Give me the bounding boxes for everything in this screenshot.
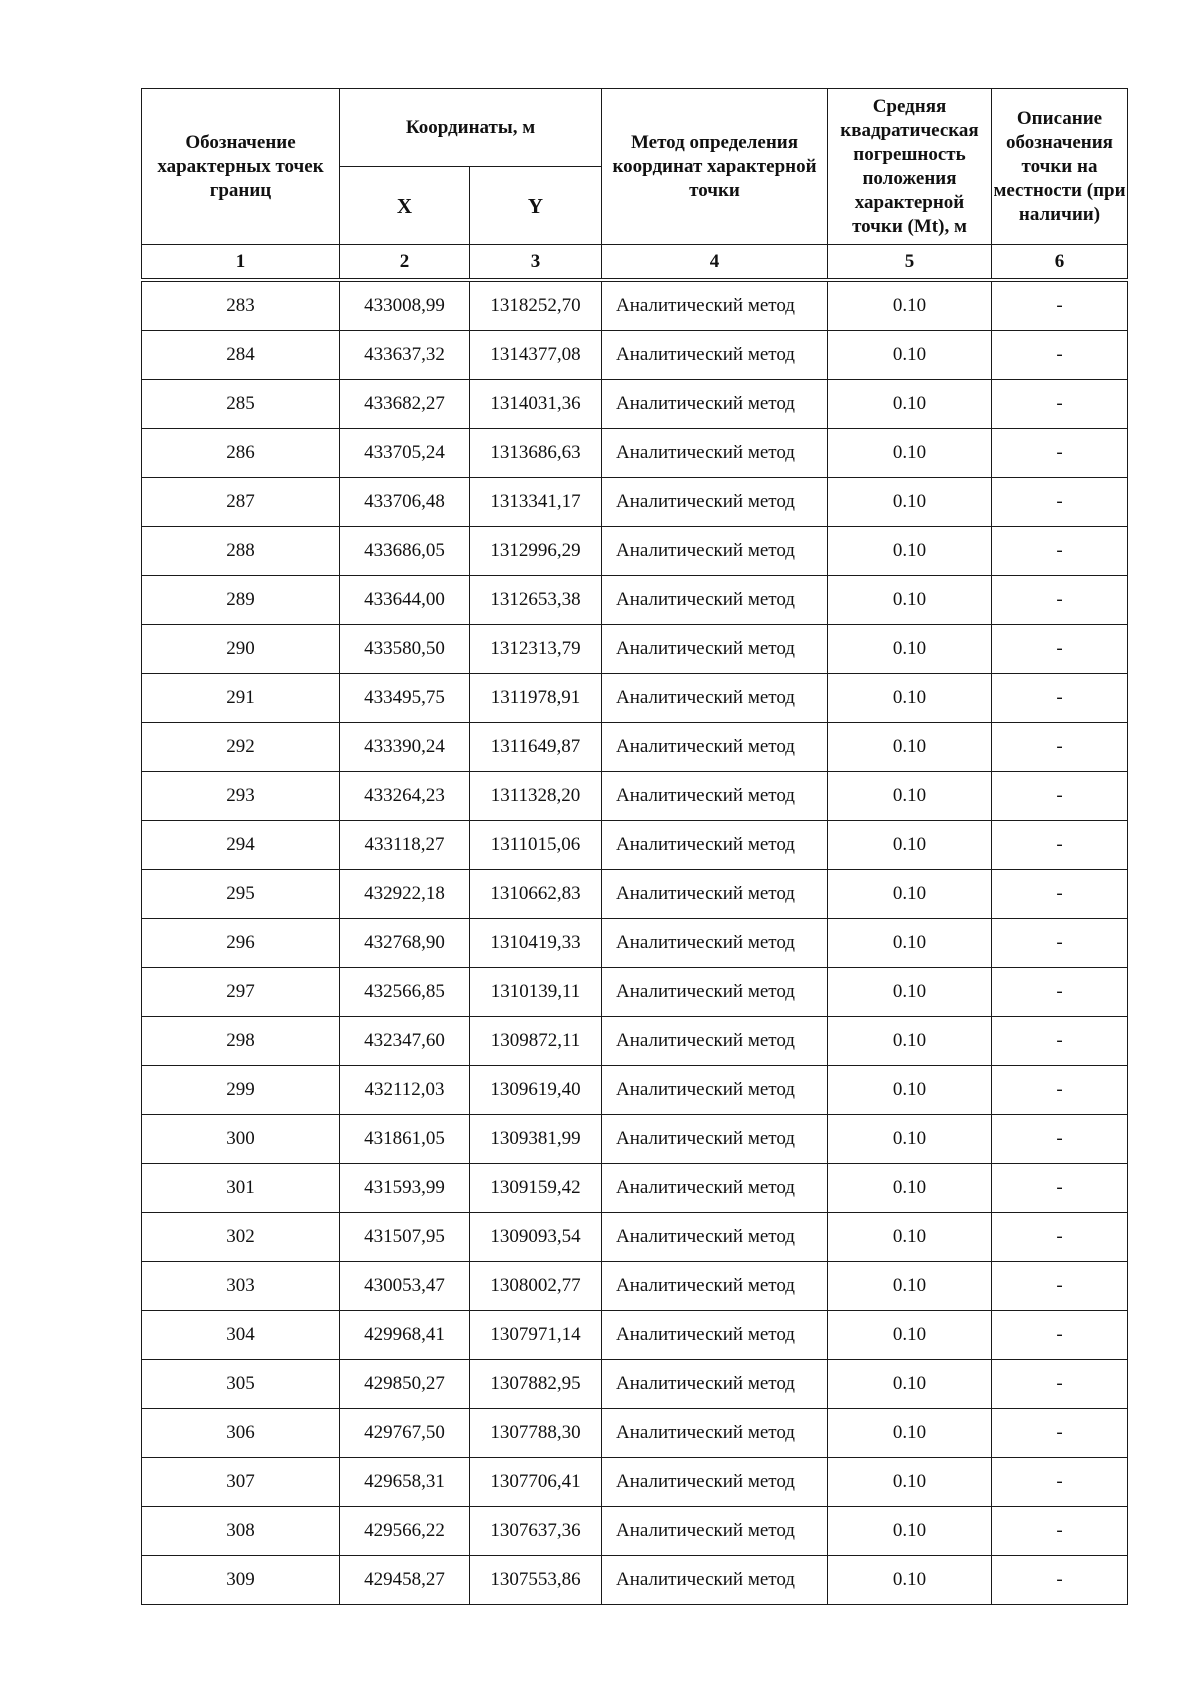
- description-cell: -: [992, 1262, 1128, 1311]
- mean-square-error-cell: 0.10: [828, 919, 992, 968]
- description-cell: -: [992, 429, 1128, 478]
- description-cell: -: [992, 723, 1128, 772]
- table-row: [142, 527, 1128, 576]
- table-row: [142, 478, 1128, 527]
- method-cell: Аналитический метод: [602, 1115, 828, 1164]
- point-number-cell: 283: [142, 282, 340, 331]
- coordinates-table-body: [141, 281, 1128, 1605]
- mean-square-error-cell: 0.10: [828, 870, 992, 919]
- y-coordinate-cell: 1311015,06: [470, 821, 602, 870]
- y-coordinate-cell: 1312313,79: [470, 625, 602, 674]
- mean-square-error-cell: 0.10: [828, 1115, 992, 1164]
- y-coordinate-cell: 1309872,11: [470, 1017, 602, 1066]
- y-coordinate-cell: 1312996,29: [470, 527, 602, 576]
- point-number-cell: 298: [142, 1017, 340, 1066]
- point-number-cell: 308: [142, 1507, 340, 1556]
- description-cell: -: [992, 821, 1128, 870]
- method-cell: Аналитический метод: [602, 1409, 828, 1458]
- x-coordinate-cell: 433686,05: [340, 527, 470, 576]
- method-cell: Аналитический метод: [602, 576, 828, 625]
- mean-square-error-cell: 0.10: [828, 1311, 992, 1360]
- x-coordinate-cell: 430053,47: [340, 1262, 470, 1311]
- table-row: [142, 821, 1128, 870]
- table-row: [142, 380, 1128, 429]
- table-row: [142, 1458, 1128, 1507]
- y-coordinate-cell: 1310139,11: [470, 968, 602, 1017]
- point-number-cell: 291: [142, 674, 340, 723]
- description-cell: -: [992, 576, 1128, 625]
- point-number-cell: 309: [142, 1556, 340, 1605]
- mean-square-error-cell: 0.10: [828, 576, 992, 625]
- method-cell: Аналитический метод: [602, 331, 828, 380]
- y-coordinate-cell: 1307788,30: [470, 1409, 602, 1458]
- table-row: [142, 1262, 1128, 1311]
- point-number-cell: 286: [142, 429, 340, 478]
- point-number-cell: 302: [142, 1213, 340, 1262]
- table-row: [142, 723, 1128, 772]
- method-cell: Аналитический метод: [602, 1164, 828, 1213]
- mean-square-error-cell: 0.10: [828, 1507, 992, 1556]
- point-number-cell: 299: [142, 1066, 340, 1115]
- point-number-cell: 288: [142, 527, 340, 576]
- y-coordinate-cell: 1307637,36: [470, 1507, 602, 1556]
- description-cell: -: [992, 968, 1128, 1017]
- mean-square-error-cell: 0.10: [828, 723, 992, 772]
- x-coordinate-cell: 432347,60: [340, 1017, 470, 1066]
- method-cell: Аналитический метод: [602, 625, 828, 674]
- point-number-cell: 294: [142, 821, 340, 870]
- x-coordinate-cell: 433705,24: [340, 429, 470, 478]
- mean-square-error-cell: 0.10: [828, 1458, 992, 1507]
- description-cell: -: [992, 772, 1128, 821]
- column-number: 3: [470, 245, 602, 279]
- table-row: [142, 1311, 1128, 1360]
- mean-square-error-cell: 0.10: [828, 429, 992, 478]
- y-coordinate-cell: 1307706,41: [470, 1458, 602, 1507]
- y-coordinate-cell: 1308002,77: [470, 1262, 602, 1311]
- coordinates-table-header: [141, 88, 1128, 279]
- y-coordinate-cell: 1307882,95: [470, 1360, 602, 1409]
- point-number-cell: 297: [142, 968, 340, 1017]
- table-row: [142, 1213, 1128, 1262]
- header-point-designation: Обозначение характерных точек границ: [142, 89, 340, 245]
- method-cell: Аналитический метод: [602, 968, 828, 1017]
- x-coordinate-cell: 432566,85: [340, 968, 470, 1017]
- description-cell: -: [992, 1458, 1128, 1507]
- column-number: 2: [340, 245, 470, 279]
- x-coordinate-cell: 433264,23: [340, 772, 470, 821]
- y-coordinate-cell: 1307553,86: [470, 1556, 602, 1605]
- x-coordinate-cell: 432768,90: [340, 919, 470, 968]
- description-cell: -: [992, 1360, 1128, 1409]
- method-cell: Аналитический метод: [602, 1213, 828, 1262]
- method-cell: Аналитический метод: [602, 1262, 828, 1311]
- table-row: [142, 1164, 1128, 1213]
- method-cell: Аналитический метод: [602, 429, 828, 478]
- x-coordinate-cell: 429850,27: [340, 1360, 470, 1409]
- x-coordinate-cell: 433682,27: [340, 380, 470, 429]
- description-cell: -: [992, 1409, 1128, 1458]
- y-coordinate-cell: 1309093,54: [470, 1213, 602, 1262]
- point-number-cell: 287: [142, 478, 340, 527]
- table-row: [142, 968, 1128, 1017]
- point-number-cell: 306: [142, 1409, 340, 1458]
- table-row: [142, 1507, 1128, 1556]
- y-coordinate-cell: 1312653,38: [470, 576, 602, 625]
- column-number: 1: [142, 245, 340, 279]
- y-coordinate-cell: 1310419,33: [470, 919, 602, 968]
- mean-square-error-cell: 0.10: [828, 527, 992, 576]
- x-coordinate-cell: 433495,75: [340, 674, 470, 723]
- mean-square-error-cell: 0.10: [828, 478, 992, 527]
- method-cell: Аналитический метод: [602, 821, 828, 870]
- method-cell: Аналитический метод: [602, 1507, 828, 1556]
- mean-square-error-cell: 0.10: [828, 1164, 992, 1213]
- point-number-cell: 284: [142, 331, 340, 380]
- table-row: [142, 1066, 1128, 1115]
- mean-square-error-cell: 0.10: [828, 1556, 992, 1605]
- point-number-cell: 301: [142, 1164, 340, 1213]
- mean-square-error-cell: 0.10: [828, 380, 992, 429]
- y-coordinate-cell: 1313686,63: [470, 429, 602, 478]
- y-coordinate-cell: 1311649,87: [470, 723, 602, 772]
- point-number-cell: 296: [142, 919, 340, 968]
- description-cell: -: [992, 331, 1128, 380]
- table-row: [142, 429, 1128, 478]
- table-row: [142, 576, 1128, 625]
- mean-square-error-cell: 0.10: [828, 1066, 992, 1115]
- method-cell: Аналитический метод: [602, 478, 828, 527]
- description-cell: -: [992, 625, 1128, 674]
- description-cell: -: [992, 478, 1128, 527]
- table-row: [142, 1556, 1128, 1605]
- header-y: Y: [470, 167, 602, 245]
- method-cell: Аналитический метод: [602, 380, 828, 429]
- method-cell: Аналитический метод: [602, 1360, 828, 1409]
- method-cell: Аналитический метод: [602, 772, 828, 821]
- column-number: 5: [828, 245, 992, 279]
- mean-square-error-cell: 0.10: [828, 821, 992, 870]
- x-coordinate-cell: 431593,99: [340, 1164, 470, 1213]
- x-coordinate-cell: 429767,50: [340, 1409, 470, 1458]
- method-cell: Аналитический метод: [602, 527, 828, 576]
- y-coordinate-cell: 1311978,91: [470, 674, 602, 723]
- column-number: 6: [992, 245, 1128, 279]
- x-coordinate-cell: 431507,95: [340, 1213, 470, 1262]
- description-cell: -: [992, 1556, 1128, 1605]
- description-cell: -: [992, 1066, 1128, 1115]
- point-number-cell: 305: [142, 1360, 340, 1409]
- method-cell: Аналитический метод: [602, 723, 828, 772]
- point-number-cell: 292: [142, 723, 340, 772]
- y-coordinate-cell: 1313341,17: [470, 478, 602, 527]
- y-coordinate-cell: 1318252,70: [470, 282, 602, 331]
- header-coordinates: Координаты, м: [340, 89, 602, 167]
- table-row: [142, 1017, 1128, 1066]
- method-cell: Аналитический метод: [602, 1017, 828, 1066]
- method-cell: Аналитический метод: [602, 1458, 828, 1507]
- mean-square-error-cell: 0.10: [828, 282, 992, 331]
- x-coordinate-cell: 429566,22: [340, 1507, 470, 1556]
- table-row: [142, 1409, 1128, 1458]
- point-number-cell: 293: [142, 772, 340, 821]
- x-coordinate-cell: 433390,24: [340, 723, 470, 772]
- table-row: [142, 919, 1128, 968]
- y-coordinate-cell: 1310662,83: [470, 870, 602, 919]
- method-cell: Аналитический метод: [602, 282, 828, 331]
- method-cell: Аналитический метод: [602, 1311, 828, 1360]
- y-coordinate-cell: 1309159,42: [470, 1164, 602, 1213]
- x-coordinate-cell: 429458,27: [340, 1556, 470, 1605]
- x-coordinate-cell: 433118,27: [340, 821, 470, 870]
- table-row: [142, 331, 1128, 380]
- point-number-cell: 290: [142, 625, 340, 674]
- mean-square-error-cell: 0.10: [828, 674, 992, 723]
- mean-square-error-cell: 0.10: [828, 331, 992, 380]
- point-number-cell: 307: [142, 1458, 340, 1507]
- x-coordinate-cell: 433580,50: [340, 625, 470, 674]
- table-row: [142, 625, 1128, 674]
- y-coordinate-cell: 1314031,36: [470, 380, 602, 429]
- mean-square-error-cell: 0.10: [828, 1017, 992, 1066]
- description-cell: -: [992, 674, 1128, 723]
- mean-square-error-cell: 0.10: [828, 1409, 992, 1458]
- description-cell: -: [992, 1115, 1128, 1164]
- mean-square-error-cell: 0.10: [828, 968, 992, 1017]
- description-cell: -: [992, 527, 1128, 576]
- y-coordinate-cell: 1311328,20: [470, 772, 602, 821]
- point-number-cell: 303: [142, 1262, 340, 1311]
- table-row: [142, 772, 1128, 821]
- point-number-cell: 295: [142, 870, 340, 919]
- table-row: [142, 870, 1128, 919]
- header-point-description: Описание обозначения точки на местности (при наличии): [992, 89, 1128, 245]
- description-cell: -: [992, 1311, 1128, 1360]
- method-cell: Аналитический метод: [602, 1556, 828, 1605]
- x-coordinate-cell: 433706,48: [340, 478, 470, 527]
- method-cell: Аналитический метод: [602, 919, 828, 968]
- x-coordinate-cell: 433644,00: [340, 576, 470, 625]
- point-number-cell: 285: [142, 380, 340, 429]
- y-coordinate-cell: 1309381,99: [470, 1115, 602, 1164]
- point-number-cell: 304: [142, 1311, 340, 1360]
- x-coordinate-cell: 433637,32: [340, 331, 470, 380]
- x-coordinate-cell: 431861,05: [340, 1115, 470, 1164]
- x-coordinate-cell: 432112,03: [340, 1066, 470, 1115]
- method-cell: Аналитический метод: [602, 1066, 828, 1115]
- description-cell: -: [992, 1507, 1128, 1556]
- y-coordinate-cell: 1314377,08: [470, 331, 602, 380]
- description-cell: -: [992, 1213, 1128, 1262]
- description-cell: -: [992, 1017, 1128, 1066]
- method-cell: Аналитический метод: [602, 674, 828, 723]
- table-row: [142, 1115, 1128, 1164]
- mean-square-error-cell: 0.10: [828, 772, 992, 821]
- description-cell: -: [992, 380, 1128, 429]
- column-number: 4: [602, 245, 828, 279]
- header-mean-square-error: Средняя квадратическая погрешность положения характерной точки (Mt), м: [828, 89, 992, 245]
- mean-square-error-cell: 0.10: [828, 1213, 992, 1262]
- y-coordinate-cell: 1307971,14: [470, 1311, 602, 1360]
- table-row: [142, 282, 1128, 331]
- table-row: [142, 1360, 1128, 1409]
- y-coordinate-cell: 1309619,40: [470, 1066, 602, 1115]
- table-row: [142, 674, 1128, 723]
- header-x: X: [340, 167, 470, 245]
- point-number-cell: 289: [142, 576, 340, 625]
- description-cell: -: [992, 282, 1128, 331]
- x-coordinate-cell: 429658,31: [340, 1458, 470, 1507]
- x-coordinate-cell: 429968,41: [340, 1311, 470, 1360]
- description-cell: -: [992, 870, 1128, 919]
- header-method: Метод определения координат характерной точки: [602, 89, 828, 245]
- mean-square-error-cell: 0.10: [828, 625, 992, 674]
- description-cell: -: [992, 919, 1128, 968]
- mean-square-error-cell: 0.10: [828, 1262, 992, 1311]
- mean-square-error-cell: 0.10: [828, 1360, 992, 1409]
- point-number-cell: 300: [142, 1115, 340, 1164]
- method-cell: Аналитический метод: [602, 870, 828, 919]
- description-cell: -: [992, 1164, 1128, 1213]
- x-coordinate-cell: 432922,18: [340, 870, 470, 919]
- x-coordinate-cell: 433008,99: [340, 282, 470, 331]
